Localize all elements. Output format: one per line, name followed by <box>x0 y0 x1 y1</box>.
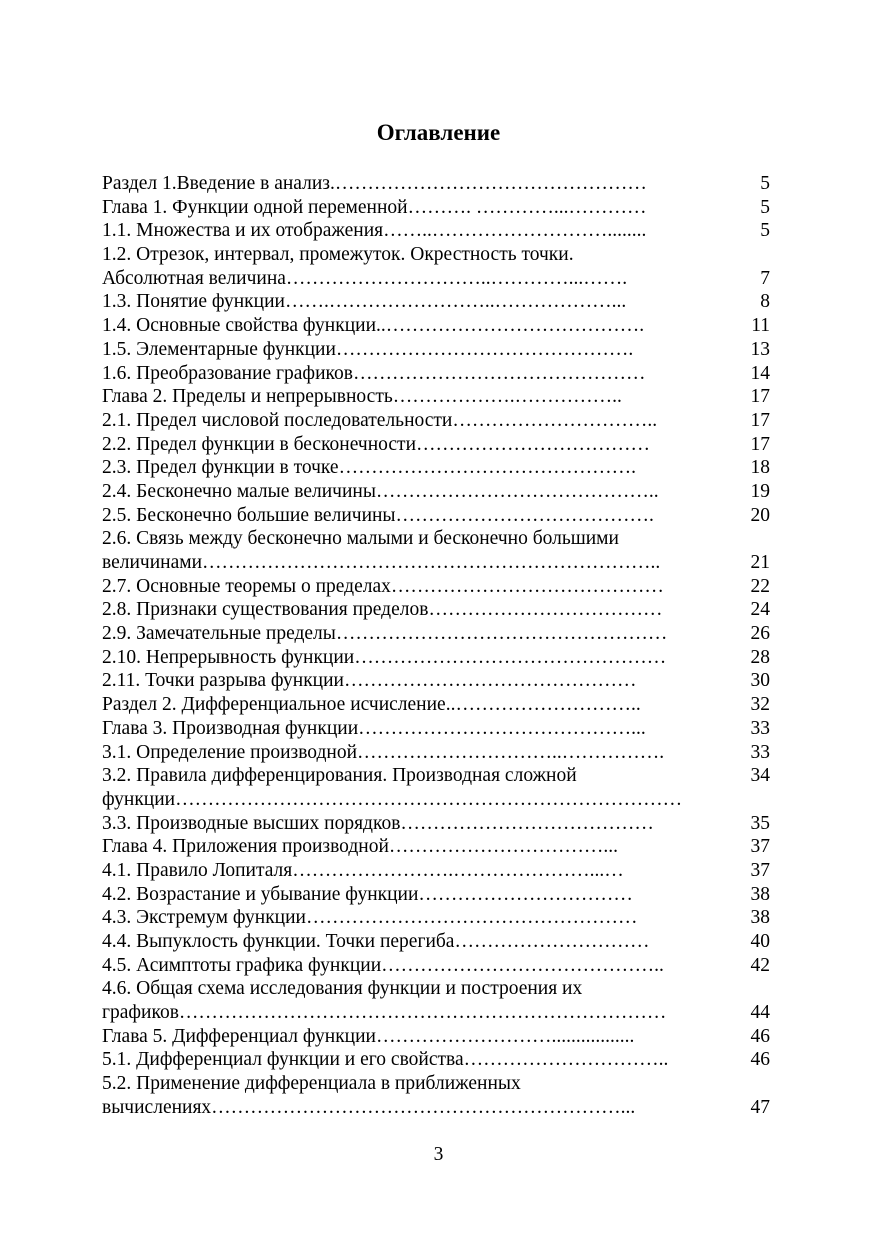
toc-entry-text: Раздел 2. Дифференциальное исчисление..……………………….. <box>102 694 641 716</box>
toc-page-number: 40 <box>750 931 770 952</box>
toc-page-number: 37 <box>750 859 770 881</box>
toc-line <box>102 480 782 504</box>
toc-entry-text: 4.2. Возрастание и убывание функции…………………………… <box>102 883 633 905</box>
toc-entry-text: 5.2. Применение дифференциала в приближенных <box>102 1073 521 1095</box>
toc-line <box>102 433 782 457</box>
toc-entry-text: Глава 4. Приложения производной……………………………... <box>102 836 619 858</box>
toc-entry-text: 2.3. Предел функции в точке………………………………………. <box>102 457 636 479</box>
toc-page-number: 17 <box>750 409 770 431</box>
toc-line <box>102 504 782 528</box>
toc-page-number: 44 <box>750 1002 770 1024</box>
toc-line <box>102 1025 782 1049</box>
toc-page-number: 19 <box>750 480 770 502</box>
toc-entry-text: 1.4. Основные свойства функции..…………………………………. <box>102 315 645 337</box>
toc-line <box>102 551 782 575</box>
toc-page-number: 18 <box>750 457 770 479</box>
toc-page-number: 17 <box>750 386 770 408</box>
toc-line <box>102 1096 782 1120</box>
toc-entry-text: 1.1. Множества и их отображения……..………………………........ <box>102 220 647 242</box>
toc-line <box>102 314 782 338</box>
toc-line <box>102 835 782 859</box>
toc-page-number: 21 <box>750 552 770 573</box>
toc-line <box>102 906 782 930</box>
toc-entry-text: 4.4. Выпуклость функции. Точки перегиба………………………… <box>102 931 650 952</box>
toc-line <box>102 788 782 812</box>
toc-page-number: 38 <box>750 907 770 929</box>
toc-line <box>102 883 782 907</box>
toc-page-number: 7 <box>760 267 770 289</box>
toc-entry-text: 3.3. Производные высших порядков………………………………… <box>102 812 654 834</box>
toc-entry-text: графиков………………………………………………………………… <box>102 1002 667 1024</box>
toc-line <box>102 219 782 243</box>
toc-line <box>102 717 782 741</box>
toc-entry-text: 4.5. Асимптоты графика функции…………………………………….. <box>102 954 664 976</box>
toc-entry-text: величинами…………………………………………………………….. <box>102 552 661 573</box>
toc-page-number: 11 <box>751 315 770 337</box>
toc-line <box>102 243 782 267</box>
toc-entry-text: Глава 5. Дифференциал функции………………………................. <box>102 1025 635 1047</box>
toc-entry-text: Глава 1. Функции одной переменной………. …………...………… <box>102 196 647 218</box>
toc-entry-text: 2.2. Предел функции в бесконечности……………………………… <box>102 433 650 455</box>
toc-entry-text: 2.8. Признаки существования пределов……………………………… <box>102 599 663 621</box>
toc-entry-text: Глава 2. Пределы и непрерывность……………….…………….. <box>102 386 622 408</box>
toc-entry-text: вычислениях………………………………………………………... <box>102 1096 636 1118</box>
toc-line <box>102 646 782 670</box>
toc-entry-text: 2.4. Бесконечно малые величины…………………………………….. <box>102 480 659 502</box>
toc-entry-text: 1.5. Элементарные функции………………………………………. <box>102 338 634 360</box>
toc-line <box>102 930 782 954</box>
toc-entry-text: 2.6. Связь между бесконечно малыми и бесконечно большими <box>102 528 619 550</box>
toc-line <box>102 1048 782 1072</box>
toc-entry-text: 5.1. Дифференциал функции и его свойства………………………….. <box>102 1049 669 1071</box>
table-of-contents <box>102 172 782 1120</box>
page-number: 3 <box>433 1144 444 1165</box>
toc-line <box>102 456 782 480</box>
toc-page-number: 28 <box>750 646 770 668</box>
toc-page-number: 37 <box>750 836 770 858</box>
toc-line <box>102 362 782 386</box>
toc-entry-text: 4.1. Правило Лопиталя…………………….…………………...… <box>102 859 624 881</box>
toc-line <box>102 575 782 599</box>
toc-line <box>102 196 782 220</box>
toc-line <box>102 409 782 433</box>
toc-line <box>102 954 782 978</box>
toc-page-number: 5 <box>760 196 770 218</box>
toc-entry-text: 4.3. Экстремум функции…………………………………………… <box>102 907 638 929</box>
page-title: Оглавление <box>376 120 501 145</box>
toc-line <box>102 764 782 788</box>
toc-page-number: 30 <box>750 670 770 692</box>
toc-line <box>102 172 782 196</box>
toc-page-number: 46 <box>750 1025 770 1047</box>
toc-entry-text: 2.10. Непрерывность функции………………………………………… <box>102 646 667 668</box>
toc-page-number: 38 <box>750 883 770 905</box>
toc-page-number: 35 <box>750 812 770 834</box>
toc-page-number: 33 <box>750 717 770 739</box>
toc-page-number: 24 <box>750 599 770 621</box>
toc-line <box>102 267 782 291</box>
toc-page-number: 14 <box>750 362 770 384</box>
toc-page-number: 22 <box>750 575 770 597</box>
toc-line <box>102 859 782 883</box>
toc-line <box>102 598 782 622</box>
toc-entry-text: 1.2. Отрезок, интервал, промежуток. Окрестность точки. <box>102 244 574 266</box>
toc-entry-text: 1.3. Понятие функции…….……………………..………………... <box>102 291 627 313</box>
toc-entry-text: 3.2. Правила дифференцирования. Производная сложной <box>102 765 577 787</box>
toc-page-number: 33 <box>750 741 770 763</box>
toc-line <box>102 290 782 314</box>
toc-page-number: 8 <box>760 291 770 313</box>
toc-entry-text: 2.9. Замечательные пределы…………………………………………… <box>102 623 668 645</box>
toc-page-number: 5 <box>760 173 770 194</box>
toc-page-number: 47 <box>750 1096 770 1118</box>
toc-page-number: 20 <box>750 504 770 526</box>
toc-line <box>102 1072 782 1096</box>
toc-entry-text: Абсолютная величина…………………………..…………...……. <box>102 267 628 289</box>
toc-line <box>102 338 782 362</box>
toc-line <box>102 977 782 1001</box>
toc-page-number: 34 <box>750 765 770 787</box>
toc-page-number: 46 <box>750 1049 770 1071</box>
toc-line <box>102 1001 782 1025</box>
toc-page-number: 26 <box>750 623 770 645</box>
toc-line <box>102 622 782 646</box>
toc-page-number: 5 <box>760 220 770 242</box>
toc-entry-text: 2.5. Бесконечно большие величины…………………………………. <box>102 504 654 526</box>
toc-entry-text: 3.1. Определение производной…………………………..……………. <box>102 741 665 763</box>
toc-entry-text: 4.6. Общая схема исследования функции и построения их <box>102 978 583 1000</box>
toc-entry-text: Глава 3. Производная функции……………………………………... <box>102 717 646 739</box>
toc-page-number: 42 <box>750 954 770 976</box>
toc-entry-text: 2.7. Основные теоремы о пределах…………………………………… <box>102 575 664 597</box>
toc-entry-text: 2.11. Точки разрыва функции……………………………………… <box>102 670 637 692</box>
toc-line <box>102 741 782 765</box>
toc-entry-text: функции…………………………………………………………………… <box>102 788 683 810</box>
toc-page-number: 17 <box>750 433 770 455</box>
toc-line <box>102 812 782 836</box>
toc-entry-text: 1.6. Преобразование графиков……………………………………… <box>102 362 646 384</box>
toc-entry-text: 2.1. Предел числовой последовательности………………………….. <box>102 409 658 431</box>
toc-line <box>102 669 782 693</box>
toc-entry-text: Раздел 1.Введение в анализ.………………………………………… <box>102 173 647 194</box>
toc-page-number: 13 <box>750 338 770 360</box>
toc-line <box>102 693 782 717</box>
toc-page-number: 32 <box>750 694 770 716</box>
toc-line <box>102 527 782 551</box>
toc-line <box>102 385 782 409</box>
